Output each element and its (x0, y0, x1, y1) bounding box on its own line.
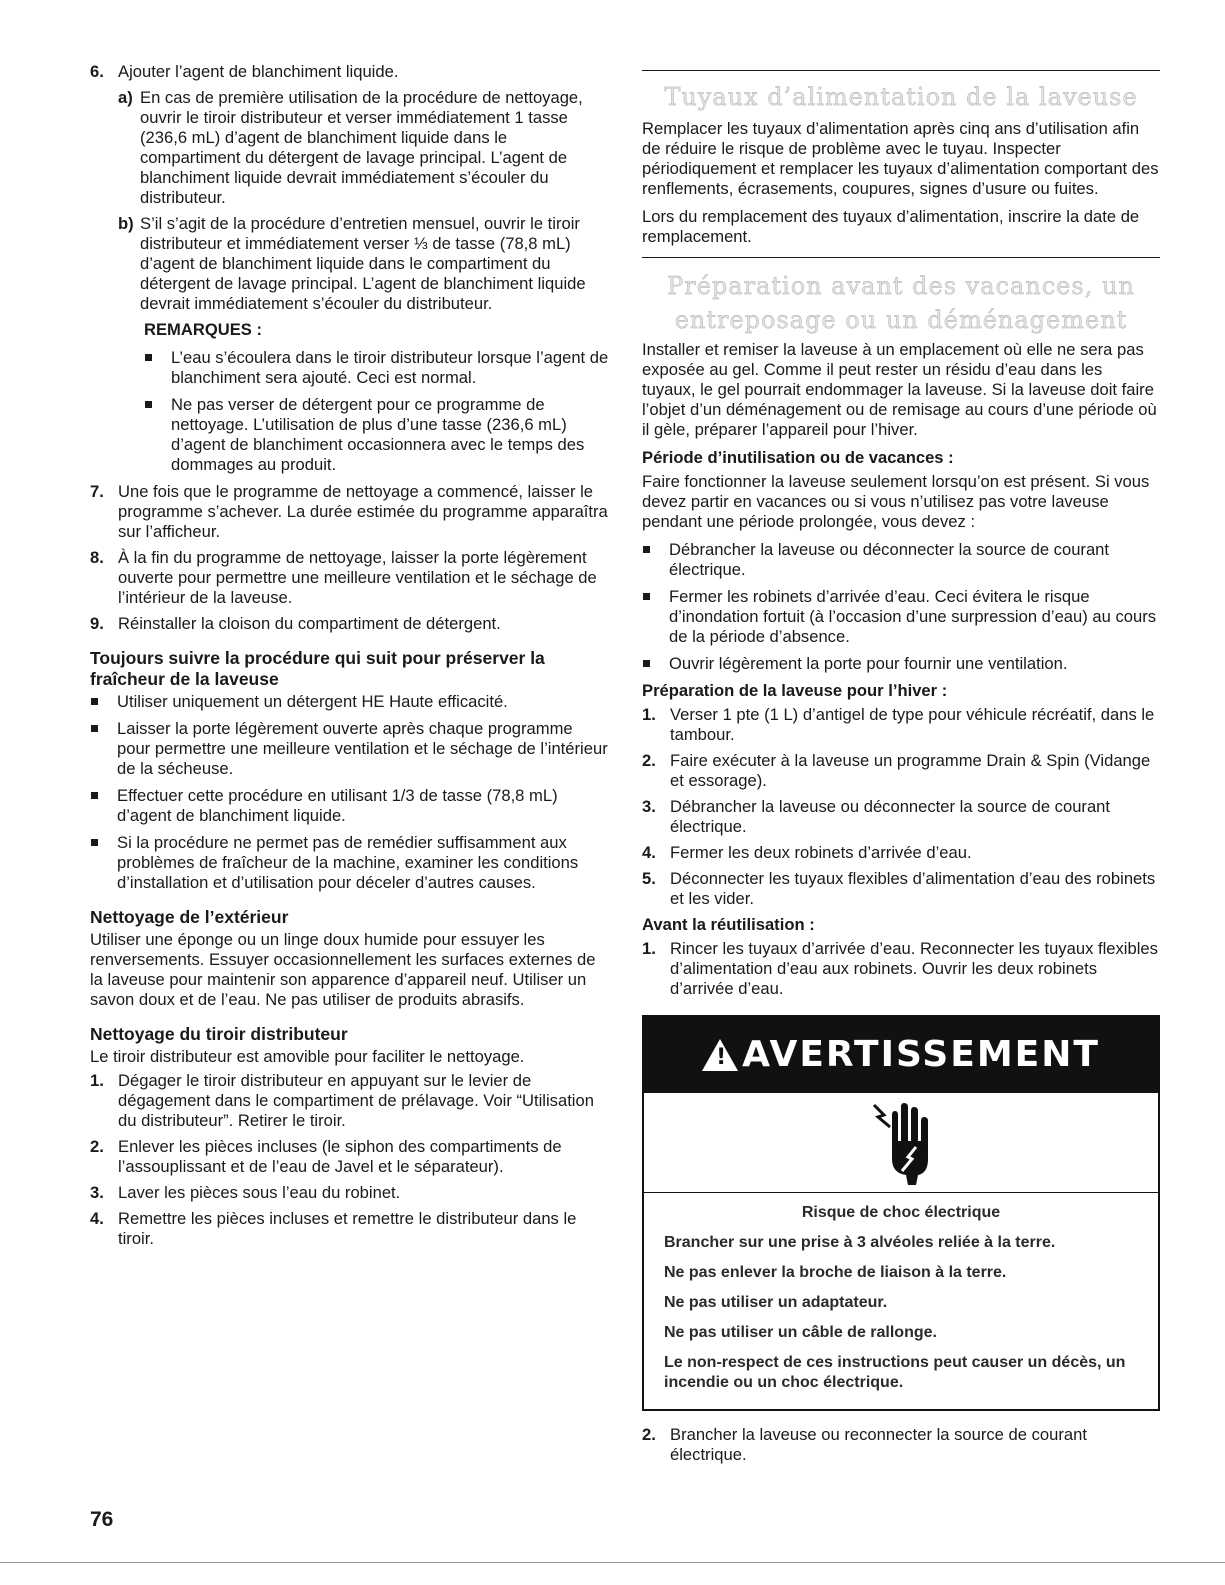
preparation-heading-line-1: Préparation avant des vacances, un (667, 272, 1135, 300)
bullet-square-icon (144, 348, 171, 388)
bullet-square-icon (642, 587, 669, 647)
bullet-text: Utiliser uniquement un détergent HE Haute efficacité. (117, 692, 508, 711)
step-9 (90, 614, 610, 634)
remarques-title: REMARQUES : (144, 320, 263, 339)
bullet-text: Fermer les robinets d’arrivée d’eau. Ceci évitera le risque d’inondation fortuit (à l’occasion d’une surpression d’eau) au cours de la période d’absence. (669, 587, 1157, 646)
avant-step-2 (642, 1425, 1160, 1465)
bullet-square-icon (90, 786, 117, 826)
sub-letter: a) (118, 88, 133, 107)
warning-line: Brancher sur une prise à 3 alvéoles reliée à la terre. (664, 1234, 1056, 1251)
warning-risk: Risque de choc électrique (801, 1204, 1001, 1221)
sub-text: S’il s’agit de la procédure d’entretien mensuel, ouvrir le tiroir distributeur et immédiatement verser ⅓ de tasse (78,8 mL) d’agent de blanchiment liquide dans le compartiment du détergent de lavage principal. L’agent de blanchiment liquide devrait immédiatement s’écouler du distributeur. (140, 214, 586, 313)
section-divider (642, 257, 1160, 258)
step-text: À la fin du programme de nettoyage, laisser la porte légèrement ouverte pour permettre une meilleure ventilation et le séchage de l’intérieur de la laveuse. (118, 548, 597, 607)
tiroir-step-1 (90, 1071, 610, 1131)
step-text: Déconnecter les tuyaux flexibles d’alimentation d’eau des robinets et les vider. (670, 869, 1156, 908)
exterieur-text: Utiliser une éponge ou un linge doux humide pour essuyer les renversements. Essuyer occasionnellement les surfaces externes de la laveuse pour maintenir son apparence d’appareil neuf. Utiliser un savon doux et de l’eau. Ne pas utiliser de produits abrasifs. (90, 930, 596, 1009)
bullet-square-icon (90, 833, 117, 893)
remarque-item (90, 395, 610, 475)
exterieur-heading: Nettoyage de l’extérieur (90, 907, 289, 927)
bullet-text: Effectuer cette procédure en utilisant 1/3 de tasse (78,8 mL) d’agent de blanchiment liquide. (117, 786, 558, 825)
hiver-step-3 (642, 797, 1160, 837)
bullet-text: Ouvrir légèrement la porte pour fournir une ventilation. (669, 654, 1068, 673)
remarque-text: L’eau s’écoulera dans le tiroir distributeur lorsque l’agent de blanchiment sera ajouté. Ceci est normal. (171, 348, 609, 387)
step-number: 4. (642, 843, 656, 862)
step-number: 6. (90, 62, 104, 81)
step-text: Fermer les deux robinets d’arrivée d’eau. (670, 843, 972, 862)
toujours-item (90, 786, 610, 826)
bullet-text: Si la procédure ne permet pas de remédier suffisamment aux problèmes de fraîcheur de la machine, examiner les conditions d’installation et d’utilisation pour déceler d’autres causes. (117, 833, 579, 892)
step-number: 2. (642, 751, 656, 770)
warning-header (644, 1017, 1158, 1093)
step-text: Une fois que le programme de nettoyage a commencé, laisser le programme s’achever. La durée estimée du programme apparaîtra sur l’afficheur. (118, 482, 608, 541)
warning-box (642, 1015, 1160, 1411)
step-number: 5. (642, 869, 656, 888)
preparation-heading-line-2: entreposage ou un déménagement (674, 306, 1128, 334)
step-number: 1. (90, 1071, 104, 1090)
left-column (90, 62, 610, 1255)
step-text: Débrancher la laveuse ou déconnecter la source de courant électrique. (670, 797, 1111, 836)
warning-line: Ne pas utiliser un câble de rallonge. (664, 1324, 937, 1341)
bullet-square-icon (90, 719, 117, 779)
step-text: Faire exécuter à la laveuse un programme Drain & Spin (Vidange et essorage). (670, 751, 1151, 790)
bullet-square-icon (642, 654, 669, 674)
hiver-step-1 (642, 705, 1160, 745)
step-number: 3. (90, 1183, 104, 1202)
tiroir-step-4 (90, 1209, 610, 1249)
step-text: Ajouter l’agent de blanchiment liquide. (118, 62, 399, 81)
warning-triangle-icon: ! (702, 1039, 738, 1071)
periode-heading: Période d’inutilisation ou de vacances : (642, 448, 954, 467)
step-number: 2. (642, 1425, 656, 1444)
step-text: Rincer les tuyaux d’arrivée d’eau. Reconnecter les tuyaux flexibles d’alimentation d’eau aux robinets. Ouvrir les deux robinets d’arrivée d’eau. (670, 939, 1158, 998)
sub-letter: b) (118, 214, 134, 233)
tiroir-intro: Le tiroir distributeur est amovible pour faciliter le nettoyage. (90, 1047, 525, 1066)
step-text: Verser 1 pte (1 L) d’antigel de type pour véhicule récréatif, dans le tambour. (670, 705, 1155, 744)
bullet-square-icon (642, 540, 669, 580)
step-6 (90, 62, 610, 82)
bullet-square-icon (144, 395, 171, 475)
avant-step-1 (642, 939, 1160, 999)
page-bottom-rule (0, 1562, 1225, 1563)
periode-text: Faire fonctionner la laveuse seulement lorsqu’on est présent. Si vous devez partir en vacances ou si vous n’utilisez pas votre laveuse pendant une période prolongée, vous devez : (642, 472, 1150, 531)
hiver-step-5 (642, 869, 1160, 909)
step-6b (90, 214, 610, 314)
avant-heading: Avant la réutilisation : (642, 915, 815, 934)
bullet-text: Laisser la porte légèrement ouverte après chaque programme pour permettre une meilleure ventilation et le séchage de l’intérieur de la sécheuse. (117, 719, 608, 778)
step-number: 2. (90, 1137, 104, 1156)
warning-line: Le non-respect de ces instructions peut causer un décès, un incendie ou un choc électrique. (664, 1354, 1126, 1391)
step-number: 7. (90, 482, 104, 501)
step-text: Remettre les pièces incluses et remettre le distributeur dans le tiroir. (118, 1209, 577, 1248)
toujours-item (90, 692, 610, 712)
toujours-item (90, 833, 610, 893)
periode-item (642, 540, 1160, 580)
periode-item (642, 587, 1160, 647)
bullet-text: Débrancher la laveuse ou déconnecter la source de courant électrique. (669, 540, 1110, 579)
step-text: Brancher la laveuse ou reconnecter la source de courant électrique. (670, 1425, 1087, 1464)
warning-icon-area (644, 1093, 1158, 1193)
page-number: 76 (90, 1508, 114, 1531)
section-divider (642, 70, 1160, 71)
toujours-heading: Toujours suivre la procédure qui suit pour préserver la fraîcheur de la laveuse (90, 648, 545, 689)
periode-item (642, 654, 1160, 674)
step-8 (90, 548, 610, 608)
bullet-square-icon (90, 692, 117, 712)
preparation-intro: Installer et remiser la laveuse à un emplacement où elle ne sera pas exposée au gel. Comme il peut rester un résidu d’eau dans les tuyaux, le gel pourrait endommager la laveuse. Si la laveuse doit faire l’objet d’un déménagement ou de remisage au cours d’une période où il gèle, préparer l’appareil pour l’hiver. (642, 340, 1157, 439)
sub-text: En cas de première utilisation de la procédure de nettoyage, ouvrir le tiroir distributeur et verser immédiatement 1 tasse (236,6 mL) d’agent de blanchiment liquide dans le compartiment du détergent de lavage principal. L’agent de blanchiment liquide devrait immédiatement s’écouler du distributeur. (140, 88, 583, 207)
step-text: Laver les pièces sous l’eau du robinet. (118, 1183, 401, 1202)
tiroir-heading: Nettoyage du tiroir distributeur (90, 1024, 348, 1044)
hiver-heading: Préparation de la laveuse pour l’hiver : (642, 681, 948, 700)
hiver-step-2 (642, 751, 1160, 791)
step-number: 1. (642, 705, 656, 724)
remarque-text: Ne pas verser de détergent pour ce programme de nettoyage. L’utilisation de plus d’une tasse (236,6 mL) d’agent de blanchiment occasionnera avec le temps des dommages au produit. (171, 395, 585, 474)
remarque-item (90, 348, 610, 388)
step-6a (90, 88, 610, 208)
tuyaux-heading: Tuyaux d’alimentation de la laveuse (664, 83, 1138, 111)
step-number: 8. (90, 548, 104, 567)
right-column (642, 70, 1160, 1471)
step-number: 4. (90, 1209, 104, 1228)
toujours-item (90, 719, 610, 779)
tuyaux-paragraph-2: Lors du remplacement des tuyaux d’alimentation, inscrire la date de remplacement. (642, 207, 1140, 246)
step-text: Enlever les pièces incluses (le siphon des compartiments de l’assouplissant et de l’eau de Javel et le séparateur). (118, 1137, 562, 1176)
step-number: 9. (90, 614, 104, 633)
warning-line: Ne pas enlever la broche de liaison à la terre. (664, 1264, 1007, 1281)
warning-line: Ne pas utiliser un adaptateur. (664, 1294, 888, 1311)
hiver-step-4 (642, 843, 1160, 863)
tiroir-step-3 (90, 1183, 610, 1203)
step-text: Dégager le tiroir distributeur en appuyant sur le levier de dégagement dans le compartiment de prélavage. Voir “Utilisation du distributeur”. Retirer le tiroir. (118, 1071, 594, 1130)
tiroir-step-2 (90, 1137, 610, 1177)
electric-shock-hand-icon (866, 1101, 936, 1185)
step-number: 1. (642, 939, 656, 958)
step-7 (90, 482, 610, 542)
warning-text (644, 1193, 1158, 1409)
step-text: Réinstaller la cloison du compartiment de détergent. (118, 614, 501, 633)
step-number: 3. (642, 797, 656, 816)
warning-title: AVERTISSEMENT (742, 1034, 1100, 1075)
tuyaux-paragraph-1: Remplacer les tuyaux d’alimentation après cinq ans d’utilisation afin de réduire le risque de problème avec le tuyau. Inspecter périodiquement et remplacer les tuyaux d’alimentation comportant des renflements, écrasements, coupures, signes d’usure ou fuites. (642, 119, 1159, 198)
